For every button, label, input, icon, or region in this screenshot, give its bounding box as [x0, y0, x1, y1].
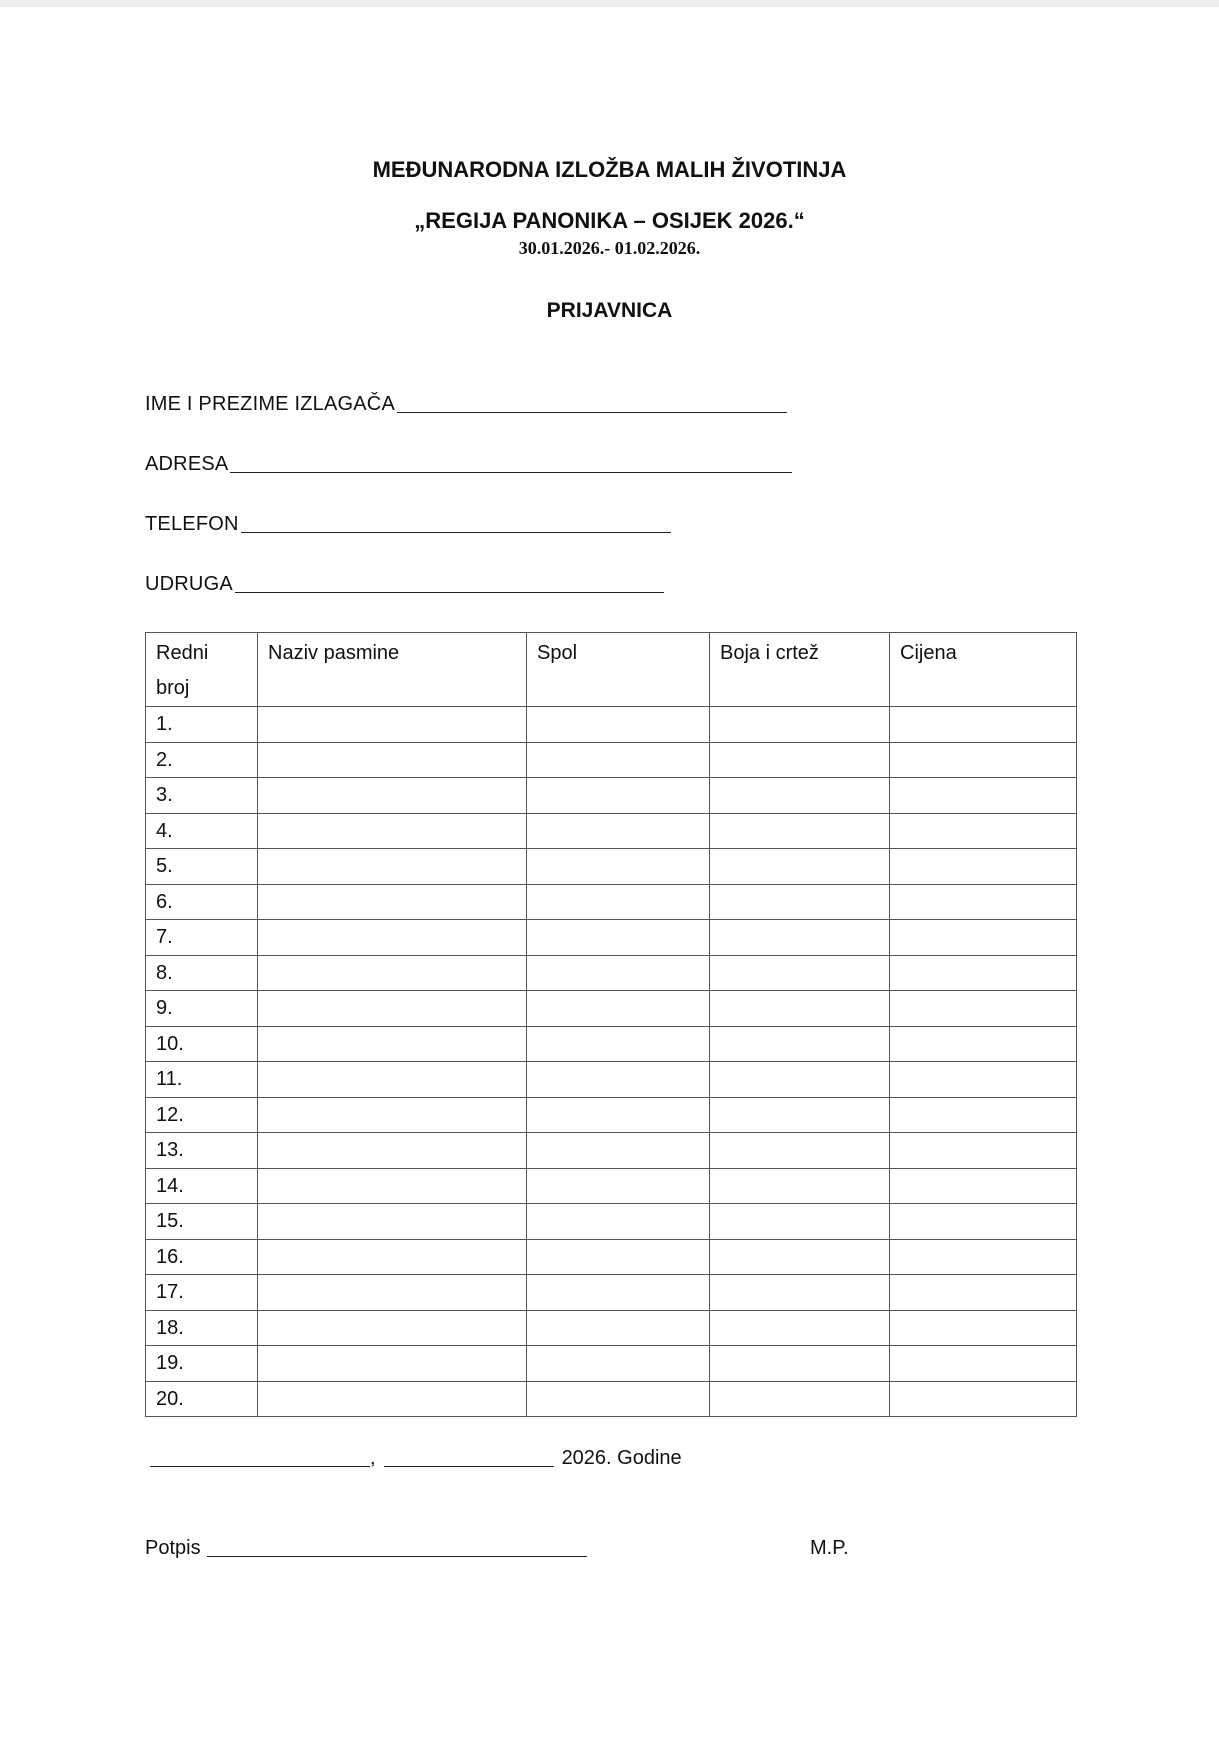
row-number: 7.	[146, 920, 258, 956]
breed-name-cell[interactable]	[258, 849, 527, 885]
table-row	[146, 884, 1077, 920]
color-pattern-cell[interactable]	[710, 1204, 890, 1240]
breed-name-cell[interactable]	[258, 742, 527, 778]
price-cell[interactable]	[890, 849, 1077, 885]
sex-cell[interactable]	[527, 742, 710, 778]
row-number: 1.	[146, 707, 258, 743]
phone-label: TELEFON	[145, 513, 239, 535]
table-row	[146, 1062, 1077, 1098]
row-number: 10.	[146, 1026, 258, 1062]
table-row	[146, 1097, 1077, 1133]
row-number: 2.	[146, 742, 258, 778]
row-number: 8.	[146, 955, 258, 991]
price-cell[interactable]	[890, 742, 1077, 778]
price-cell[interactable]	[890, 991, 1077, 1027]
address-label: ADRESA	[145, 453, 229, 475]
breed-name-cell[interactable]	[258, 707, 527, 743]
row-number: 3.	[146, 778, 258, 814]
table-row	[146, 1346, 1077, 1382]
row-number: 20.	[146, 1381, 258, 1417]
sex-cell[interactable]	[527, 778, 710, 814]
header-sex: Spol	[527, 633, 710, 707]
table-row	[146, 1168, 1077, 1204]
header-price: Cijena	[890, 633, 1077, 707]
sex-cell[interactable]	[527, 1097, 710, 1133]
breed-name-cell[interactable]	[258, 1346, 527, 1382]
table-row	[146, 920, 1077, 956]
table-row	[146, 849, 1077, 885]
exhibitor-name-blank[interactable]	[397, 411, 787, 413]
price-cell[interactable]	[890, 707, 1077, 743]
breed-name-cell[interactable]	[258, 1204, 527, 1240]
breed-name-cell[interactable]	[258, 1133, 527, 1169]
header-breed-name: Naziv pasmine	[258, 633, 527, 707]
color-pattern-cell[interactable]	[710, 1097, 890, 1133]
breed-name-cell[interactable]	[258, 1097, 527, 1133]
price-cell[interactable]	[890, 1346, 1077, 1382]
address-blank[interactable]	[230, 471, 792, 473]
sex-cell[interactable]	[527, 707, 710, 743]
sex-cell[interactable]	[527, 1381, 710, 1417]
sex-cell[interactable]	[527, 1204, 710, 1240]
breed-name-cell[interactable]	[258, 778, 527, 814]
address-field	[145, 453, 792, 476]
club-field	[145, 573, 664, 596]
row-number: 13.	[146, 1133, 258, 1169]
table-row	[146, 955, 1077, 991]
sex-cell[interactable]	[527, 920, 710, 956]
breed-name-cell[interactable]	[258, 1310, 527, 1346]
table-row	[146, 1239, 1077, 1275]
color-pattern-cell[interactable]	[710, 1133, 890, 1169]
color-pattern-cell[interactable]	[710, 955, 890, 991]
breed-name-cell[interactable]	[258, 920, 527, 956]
breed-name-cell[interactable]	[258, 1168, 527, 1204]
breed-name-cell[interactable]	[258, 1026, 527, 1062]
exhibitor-name-label: IME I PREZIME IZLAGAČA	[145, 393, 395, 415]
color-pattern-cell[interactable]	[710, 1346, 890, 1382]
document-title: MEĐUNARODNA IZLOŽBA MALIH ŽIVOTINJA	[372, 157, 847, 182]
price-cell[interactable]	[890, 1168, 1077, 1204]
row-number: 6.	[146, 884, 258, 920]
price-cell[interactable]	[890, 1275, 1077, 1311]
row-number: 17.	[146, 1275, 258, 1311]
entries-table	[145, 632, 1077, 1417]
price-cell[interactable]	[890, 1133, 1077, 1169]
sex-cell[interactable]	[527, 1346, 710, 1382]
color-pattern-cell[interactable]	[710, 849, 890, 885]
date-blank[interactable]	[384, 1465, 554, 1467]
table-row	[146, 1204, 1077, 1240]
price-cell[interactable]	[890, 920, 1077, 956]
color-pattern-cell[interactable]	[710, 778, 890, 814]
breed-name-cell[interactable]	[258, 1239, 527, 1275]
color-pattern-cell[interactable]	[710, 707, 890, 743]
place-blank[interactable]	[150, 1465, 370, 1467]
row-number: 19.	[146, 1346, 258, 1382]
sex-cell[interactable]	[527, 955, 710, 991]
row-number: 9.	[146, 991, 258, 1027]
table-row	[146, 813, 1077, 849]
color-pattern-cell[interactable]	[710, 1239, 890, 1275]
table-row	[146, 991, 1077, 1027]
sex-cell[interactable]	[527, 1133, 710, 1169]
color-pattern-cell[interactable]	[710, 1275, 890, 1311]
color-pattern-cell[interactable]	[710, 1026, 890, 1062]
row-number: 12.	[146, 1097, 258, 1133]
exhibitor-name-field	[145, 393, 787, 416]
signature-line	[145, 1537, 587, 1560]
price-cell[interactable]	[890, 813, 1077, 849]
price-cell[interactable]	[890, 884, 1077, 920]
table-row	[146, 707, 1077, 743]
sex-cell[interactable]	[527, 1310, 710, 1346]
event-name: „REGIJA PANONIKA – OSIJEK 2026.“	[414, 208, 805, 233]
row-number: 18.	[146, 1310, 258, 1346]
row-number: 14.	[146, 1168, 258, 1204]
breed-name-cell[interactable]	[258, 955, 527, 991]
price-cell[interactable]	[890, 1062, 1077, 1098]
sex-cell[interactable]	[527, 849, 710, 885]
form-title: PRIJAVNICA	[546, 299, 673, 322]
price-cell[interactable]	[890, 1239, 1077, 1275]
price-cell[interactable]	[890, 1097, 1077, 1133]
table-row	[146, 742, 1077, 778]
color-pattern-cell[interactable]	[710, 884, 890, 920]
price-cell[interactable]	[890, 778, 1077, 814]
row-number: 4.	[146, 813, 258, 849]
price-cell[interactable]	[890, 955, 1077, 991]
row-number: 11.	[146, 1062, 258, 1098]
color-pattern-cell[interactable]	[710, 1381, 890, 1417]
place-date-line	[150, 1447, 682, 1470]
signature-blank[interactable]	[207, 1555, 587, 1557]
club-blank[interactable]	[235, 591, 664, 593]
table-row	[146, 1026, 1077, 1062]
phone-field	[145, 513, 671, 536]
color-pattern-cell[interactable]	[710, 1168, 890, 1204]
price-cell[interactable]	[890, 1026, 1077, 1062]
color-pattern-cell[interactable]	[710, 920, 890, 956]
table-row	[146, 1275, 1077, 1311]
price-cell[interactable]	[890, 1381, 1077, 1417]
sex-cell[interactable]	[527, 1026, 710, 1062]
table-row	[146, 1310, 1077, 1346]
color-pattern-cell[interactable]	[710, 813, 890, 849]
breed-name-cell[interactable]	[258, 1275, 527, 1311]
row-number: 15.	[146, 1204, 258, 1240]
club-label: UDRUGA	[145, 573, 233, 595]
color-pattern-cell[interactable]	[710, 991, 890, 1027]
row-number: 16.	[146, 1239, 258, 1275]
sex-cell[interactable]	[527, 1275, 710, 1311]
color-pattern-cell[interactable]	[710, 1310, 890, 1346]
table-header-row	[146, 633, 1077, 707]
table-row	[146, 1133, 1077, 1169]
breed-name-cell[interactable]	[258, 991, 527, 1027]
sex-cell[interactable]	[527, 813, 710, 849]
breed-name-cell[interactable]	[258, 1381, 527, 1417]
price-cell[interactable]	[890, 1310, 1077, 1346]
sex-cell[interactable]	[527, 884, 710, 920]
breed-name-cell[interactable]	[258, 1062, 527, 1098]
year-text: 2026. Godine	[561, 1447, 682, 1469]
event-dates: 30.01.2026.- 01.02.2026.	[518, 238, 701, 258]
price-cell[interactable]	[890, 1204, 1077, 1240]
phone-blank[interactable]	[241, 531, 671, 533]
comma-separator: ,	[370, 1447, 376, 1469]
sex-cell[interactable]	[527, 1062, 710, 1098]
color-pattern-cell[interactable]	[710, 1062, 890, 1098]
top-edge-bar	[0, 0, 1219, 7]
signature-label: Potpis	[145, 1537, 201, 1559]
header-serial-number: Redni broj	[146, 633, 258, 707]
sex-cell[interactable]	[527, 991, 710, 1027]
table-row	[146, 778, 1077, 814]
sex-cell[interactable]	[527, 1168, 710, 1204]
breed-name-cell[interactable]	[258, 884, 527, 920]
breed-name-cell[interactable]	[258, 813, 527, 849]
color-pattern-cell[interactable]	[710, 742, 890, 778]
sex-cell[interactable]	[527, 1239, 710, 1275]
stamp-label: M.P.	[810, 1537, 849, 1559]
table-row	[146, 1381, 1077, 1417]
header-color-pattern: Boja i crtež	[710, 633, 890, 707]
row-number: 5.	[146, 849, 258, 885]
